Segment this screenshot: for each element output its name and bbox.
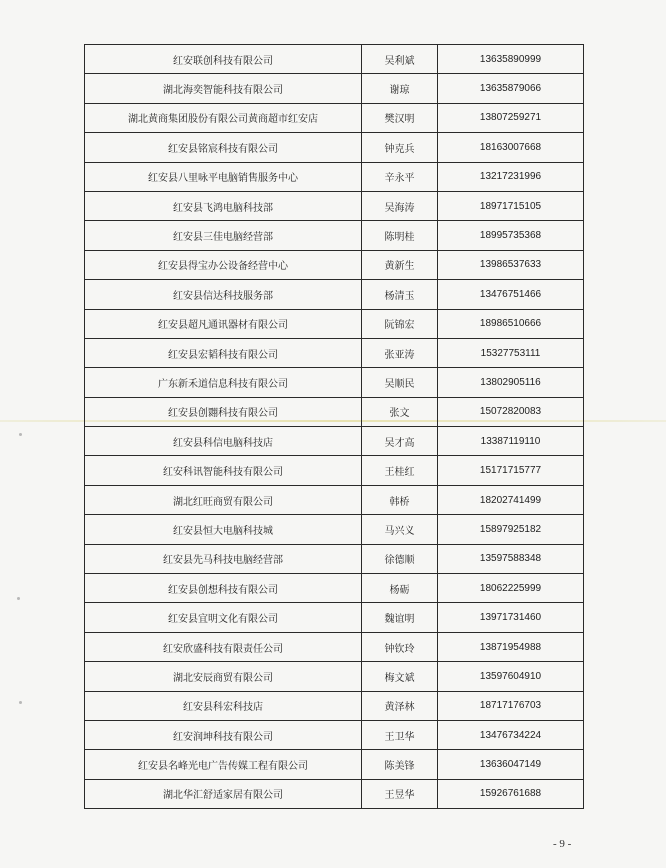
phone-cell: 18986510666: [438, 309, 584, 338]
phone-cell: 13476751466: [438, 280, 584, 309]
company-cell: 红安县先马科技电脑经营部: [85, 544, 362, 573]
phone-cell: 18995735368: [438, 221, 584, 250]
phone-cell: 13217231996: [438, 162, 584, 191]
table-body: [85, 45, 584, 809]
contact-name-cell: 陈明桂: [362, 221, 438, 250]
phone-cell: 13802905116: [438, 368, 584, 397]
contact-name-cell: 韩桥: [362, 485, 438, 514]
company-cell: 红安县飞鸿电脑科技部: [85, 191, 362, 220]
table-row: [85, 221, 584, 250]
contact-name-cell: 钟钦玲: [362, 632, 438, 661]
table-row: [85, 133, 584, 162]
company-cell: 红安县得宝办公设备经营中心: [85, 250, 362, 279]
company-cell: 红安县名峰光电广告传媒工程有限公司: [85, 750, 362, 779]
contact-name-cell: 樊汉明: [362, 103, 438, 132]
table-row: [85, 338, 584, 367]
phone-cell: 15072820083: [438, 397, 584, 426]
table-row: [85, 368, 584, 397]
company-cell: 红安县创想科技有限公司: [85, 574, 362, 603]
table-row: [85, 750, 584, 779]
company-cell: 红安县超凡通讯器材有限公司: [85, 309, 362, 338]
table-row: [85, 515, 584, 544]
contact-name-cell: 黄新生: [362, 250, 438, 279]
company-cell: 红安县科信电脑科技店: [85, 427, 362, 456]
table-row: [85, 779, 584, 808]
table-row: [85, 162, 584, 191]
table-row: [85, 309, 584, 338]
table-row: [85, 191, 584, 220]
phone-cell: 13807259271: [438, 103, 584, 132]
phone-cell: 13635890999: [438, 45, 584, 74]
table-row: [85, 720, 584, 749]
phone-cell: 18202741499: [438, 485, 584, 514]
company-cell: 湖北红旺商贸有限公司: [85, 485, 362, 514]
company-cell: 湖北安辰商贸有限公司: [85, 662, 362, 691]
phone-cell: 15327753111: [438, 338, 584, 367]
company-cell: 广东新禾道信息科技有限公司: [85, 368, 362, 397]
company-cell: 红安县科宏科技店: [85, 691, 362, 720]
page-number: - 9 -: [553, 838, 572, 850]
table-row: [85, 280, 584, 309]
company-cell: 红安润坤科技有限公司: [85, 720, 362, 749]
phone-cell: 18971715105: [438, 191, 584, 220]
company-cell: 红安县三佳电脑经营部: [85, 221, 362, 250]
company-cell: 红安县创翾科技有限公司: [85, 397, 362, 426]
table-row: [85, 632, 584, 661]
contact-name-cell: 王桂红: [362, 456, 438, 485]
phone-cell: 13986537633: [438, 250, 584, 279]
contact-name-cell: 谢琼: [362, 74, 438, 103]
contact-name-cell: 吴顺民: [362, 368, 438, 397]
company-cell: 湖北海奕智能科技有限公司: [85, 74, 362, 103]
contact-name-cell: 王卫华: [362, 720, 438, 749]
contact-name-cell: 梅文斌: [362, 662, 438, 691]
table-row: [85, 103, 584, 132]
contact-name-cell: 辛永平: [362, 162, 438, 191]
company-cell: 红安县铭宸科技有限公司: [85, 133, 362, 162]
phone-cell: 13597604910: [438, 662, 584, 691]
phone-cell: 13476734224: [438, 720, 584, 749]
phone-cell: 13387119110: [438, 427, 584, 456]
phone-cell: 13597588348: [438, 544, 584, 573]
company-cell: 红安县恒大电脑科技城: [85, 515, 362, 544]
table-row: [85, 250, 584, 279]
scan-speck: [19, 433, 22, 436]
phone-cell: 13971731460: [438, 603, 584, 632]
contact-name-cell: 杨清玉: [362, 280, 438, 309]
company-cell: 红安县宏韬科技有限公司: [85, 338, 362, 367]
contact-name-cell: 黄泽林: [362, 691, 438, 720]
contact-name-cell: 陈美锋: [362, 750, 438, 779]
company-cell: 红安科讯智能科技有限公司: [85, 456, 362, 485]
table-row: [85, 397, 584, 426]
scan-speck: [17, 597, 20, 600]
contact-name-cell: 魏谊明: [362, 603, 438, 632]
table-row: [85, 691, 584, 720]
phone-cell: 15926761688: [438, 779, 584, 808]
phone-cell: 18062225999: [438, 574, 584, 603]
contact-name-cell: 钟克兵: [362, 133, 438, 162]
table-row: [85, 485, 584, 514]
company-cell: 红安县八里咏平电脑销售服务中心: [85, 162, 362, 191]
table-row: [85, 74, 584, 103]
table-row: [85, 544, 584, 573]
table-row: [85, 456, 584, 485]
contact-name-cell: 张文: [362, 397, 438, 426]
company-cell: 红安联创科技有限公司: [85, 45, 362, 74]
company-cell: 湖北华汇舒适家居有限公司: [85, 779, 362, 808]
scan-speck: [19, 701, 22, 704]
table-row: [85, 662, 584, 691]
phone-cell: 15171715777: [438, 456, 584, 485]
contact-name-cell: 吴海涛: [362, 191, 438, 220]
company-cell: 红安欣盛科技有限责任公司: [85, 632, 362, 661]
phone-cell: 13636047149: [438, 750, 584, 779]
company-contact-table: [84, 44, 584, 809]
contact-name-cell: 徐德顺: [362, 544, 438, 573]
contact-name-cell: 杨砺: [362, 574, 438, 603]
contact-name-cell: 吴利斌: [362, 45, 438, 74]
phone-cell: 13871954988: [438, 632, 584, 661]
phone-cell: 15897925182: [438, 515, 584, 544]
company-cell: 湖北黄商集团股份有限公司黄商超市红安店: [85, 103, 362, 132]
contact-name-cell: 张亚涛: [362, 338, 438, 367]
company-cell: 红安县宜明文化有限公司: [85, 603, 362, 632]
contact-name-cell: 王昱华: [362, 779, 438, 808]
table-row: [85, 574, 584, 603]
contact-name-cell: 阮锦宏: [362, 309, 438, 338]
table-row: [85, 427, 584, 456]
phone-cell: 18717176703: [438, 691, 584, 720]
company-cell: 红安县信达科技服务部: [85, 280, 362, 309]
table-row: [85, 45, 584, 74]
contact-name-cell: 吴才高: [362, 427, 438, 456]
phone-cell: 18163007668: [438, 133, 584, 162]
table-row: [85, 603, 584, 632]
contact-name-cell: 马兴义: [362, 515, 438, 544]
phone-cell: 13635879066: [438, 74, 584, 103]
